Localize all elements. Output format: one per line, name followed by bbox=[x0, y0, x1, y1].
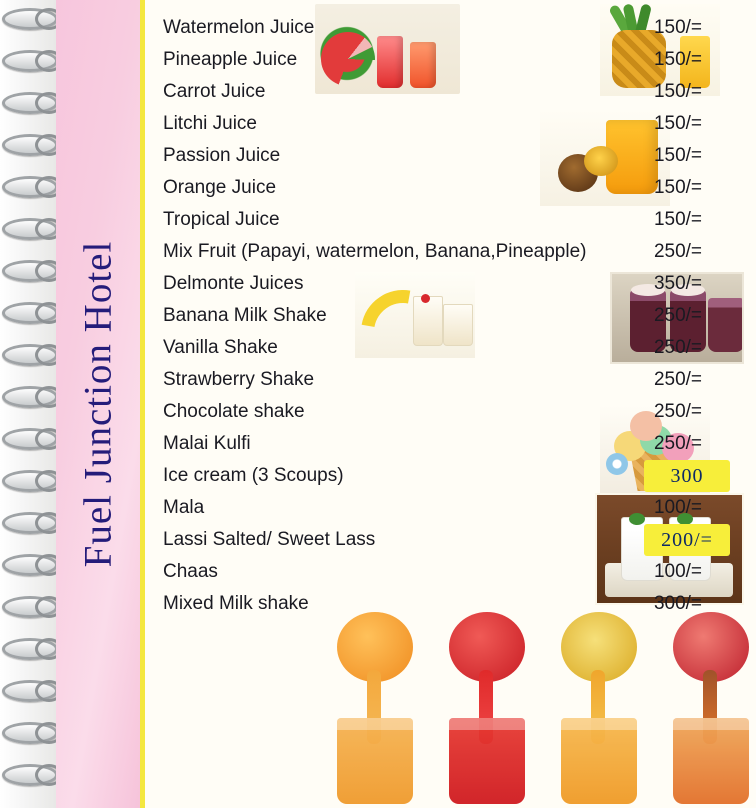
menu-item-name: Mixed Milk shake bbox=[163, 593, 309, 614]
menu-item-price: 150/= bbox=[653, 209, 703, 230]
menu-row bbox=[163, 524, 738, 556]
menu-row bbox=[163, 44, 738, 76]
menu-content bbox=[145, 0, 756, 808]
pineapple-pour bbox=[543, 608, 655, 806]
menu-item-price: 250/= bbox=[653, 433, 703, 454]
binding-ring bbox=[2, 470, 58, 492]
binding-ring bbox=[2, 596, 58, 618]
menu-item-name: Malai Kulfi bbox=[163, 433, 251, 454]
menu-row bbox=[163, 300, 738, 332]
binding-ring bbox=[2, 50, 58, 72]
menu-item-list bbox=[163, 12, 738, 620]
binding-ring bbox=[2, 680, 58, 702]
menu-item-price: 100/= bbox=[653, 497, 703, 518]
menu-row bbox=[163, 268, 738, 300]
menu-row bbox=[163, 204, 738, 236]
menu-item-price: 150/= bbox=[653, 113, 703, 134]
side-banner bbox=[56, 0, 145, 808]
binding-ring bbox=[2, 512, 58, 534]
menu-item-name: Pineapple Juice bbox=[163, 49, 298, 70]
tomato-pour bbox=[431, 608, 543, 806]
menu-row bbox=[163, 556, 738, 588]
fruit-pour-strip bbox=[295, 608, 756, 806]
spiral-binding bbox=[0, 0, 56, 808]
binding-ring bbox=[2, 8, 58, 30]
menu-row bbox=[163, 332, 738, 364]
menu-row bbox=[163, 396, 738, 428]
menu-item-price: 150/= bbox=[653, 81, 703, 102]
binding-ring bbox=[2, 638, 58, 660]
binding-ring bbox=[2, 764, 58, 786]
menu-item-name: Lassi Salted/ Sweet Lass bbox=[163, 529, 376, 550]
menu-item-name: Chaas bbox=[163, 561, 218, 582]
menu-item-price: 100/= bbox=[653, 561, 703, 582]
menu-item-name: Orange Juice bbox=[163, 177, 277, 198]
binding-ring bbox=[2, 92, 58, 114]
menu-row bbox=[163, 428, 738, 460]
binding-ring bbox=[2, 176, 58, 198]
binding-ring bbox=[2, 302, 58, 324]
menu-item-price: 300/= bbox=[653, 593, 703, 614]
menu-item-price-handwritten: 200/= bbox=[644, 524, 730, 556]
menu-item-name: Chocolate shake bbox=[163, 401, 305, 422]
binding-ring bbox=[2, 218, 58, 240]
menu-item-name: Strawberry Shake bbox=[163, 369, 315, 390]
menu-row bbox=[163, 364, 738, 396]
menu-item-name: Watermelon Juice bbox=[163, 17, 315, 38]
menu-row bbox=[163, 12, 738, 44]
hotel-name-title: Fuel Junction Hotel bbox=[76, 240, 120, 568]
binding-ring bbox=[2, 722, 58, 744]
menu-item-name: Passion Juice bbox=[163, 145, 281, 166]
binding-ring bbox=[2, 344, 58, 366]
menu-item-name: Mala bbox=[163, 497, 205, 518]
binding-ring bbox=[2, 428, 58, 450]
menu-item-name: Litchi Juice bbox=[163, 113, 257, 134]
menu-item-name: Mix Fruit (Papayi, watermelon, Banana,Pineapple) bbox=[163, 241, 587, 262]
menu-item-price-handwritten: 300 bbox=[644, 460, 730, 492]
orange-pour bbox=[319, 608, 431, 806]
binding-ring bbox=[2, 386, 58, 408]
menu-item-price: 250/= bbox=[653, 401, 703, 422]
menu-item-price: 250/= bbox=[653, 369, 703, 390]
menu-item-name: Ice cream (3 Scoups) bbox=[163, 465, 344, 486]
menu-item-name: Banana Milk Shake bbox=[163, 305, 327, 326]
menu-item-name: Delmonte Juices bbox=[163, 273, 304, 294]
menu-row bbox=[163, 172, 738, 204]
menu-item-price: 150/= bbox=[653, 177, 703, 198]
menu-row bbox=[163, 236, 738, 268]
menu-item-name: Tropical Juice bbox=[163, 209, 280, 230]
menu-item-price: 250/= bbox=[653, 305, 703, 326]
menu-item-price: 250/= bbox=[653, 241, 703, 262]
menu-item-price: 350/= bbox=[653, 273, 703, 294]
binding-ring bbox=[2, 260, 58, 282]
apple-pour bbox=[655, 608, 756, 806]
menu-row bbox=[163, 492, 738, 524]
menu-row bbox=[163, 140, 738, 172]
menu-row bbox=[163, 108, 738, 140]
menu-item-name: Carrot Juice bbox=[163, 81, 266, 102]
menu-row bbox=[163, 460, 738, 492]
binding-ring bbox=[2, 134, 58, 156]
menu-item-price: 150/= bbox=[653, 49, 703, 70]
menu-item-price: 150/= bbox=[653, 17, 703, 38]
menu-item-price: 150/= bbox=[653, 145, 703, 166]
binding-ring bbox=[2, 554, 58, 576]
menu-item-name: Vanilla Shake bbox=[163, 337, 278, 358]
menu-item-price: 250/= bbox=[653, 337, 703, 358]
menu-row bbox=[163, 76, 738, 108]
